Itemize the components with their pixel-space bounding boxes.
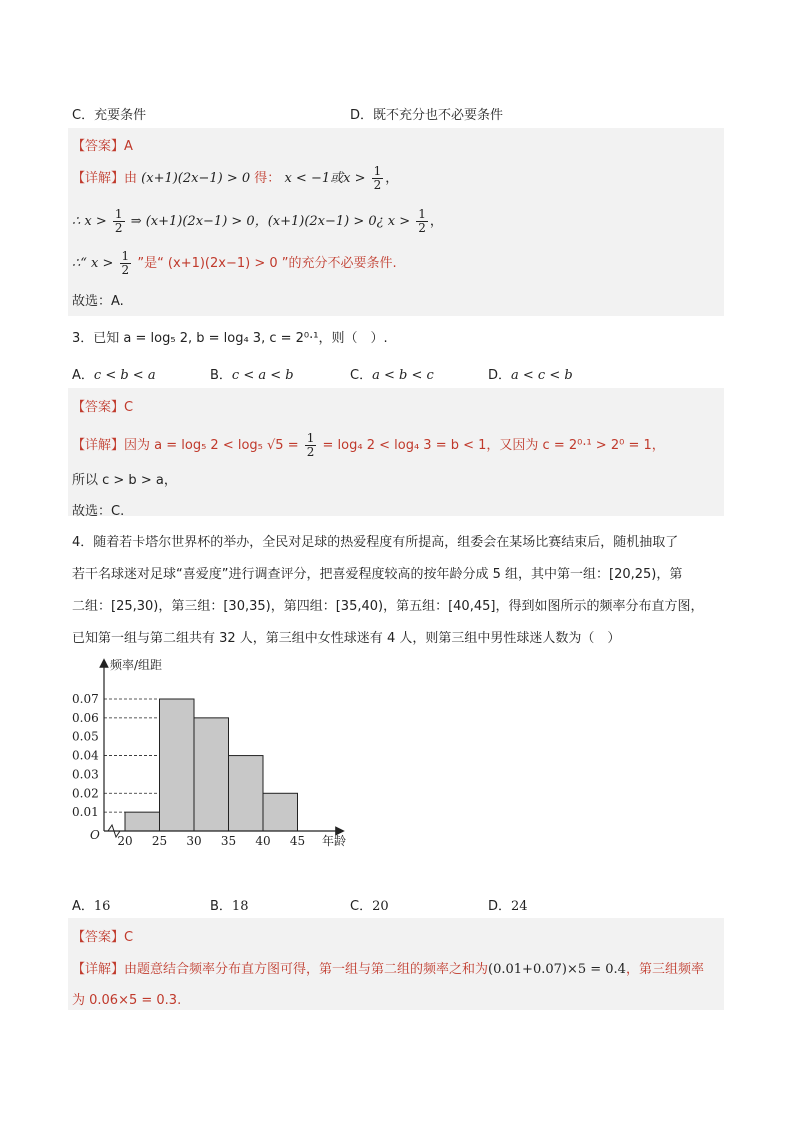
fraction bbox=[305, 432, 317, 459]
fraction-den: 2 bbox=[306, 445, 315, 459]
q3-detail-line2: 所以 c > b > a， bbox=[72, 473, 177, 488]
math-expr: (x+1)(2x−1) > 0 bbox=[141, 171, 251, 186]
x-axis-label: 年龄 bbox=[322, 834, 347, 848]
q4-stem-line2: 若干名球迷对足球“喜爱度”进行调查评分，把喜爱程度较高的按年龄分成 5 组，其中第一组：[20,25)，第 bbox=[72, 567, 683, 582]
q2-option-d: D．既不充分也不必要条件 bbox=[350, 108, 504, 123]
q4-stem-line3: 二组：[25,30)，第三组：[30,35)，第四组：[35,40)，第五组：[40,45]，得到如图所示的频率分布直方图， bbox=[72, 599, 704, 614]
fraction bbox=[113, 208, 125, 235]
fraction-num: 1 bbox=[114, 207, 123, 221]
detail-label: 【详解】 bbox=[72, 962, 125, 977]
q4-detail-line1 bbox=[72, 958, 704, 977]
math-expr: (0.01+0.07)×5 = 0.4 bbox=[488, 962, 626, 977]
option-label: C． bbox=[350, 368, 373, 383]
fraction-den: 2 bbox=[373, 178, 382, 192]
detail-text: ，第三组频率 bbox=[625, 962, 704, 977]
option-label: D． bbox=[488, 899, 512, 914]
detail-text: 得： bbox=[254, 171, 281, 186]
q4-stem-line1: 4．随着若卡塔尔世界杯的举办，全民对足球的热爱程度有所提高，组委会在某场比赛结束后，随机抽取了 bbox=[72, 535, 679, 550]
q2-answer bbox=[72, 135, 133, 154]
q4-option-b bbox=[210, 895, 248, 914]
answer-value: C bbox=[124, 400, 134, 415]
frequency-histogram bbox=[70, 655, 370, 850]
option-label: C． bbox=[350, 899, 373, 914]
option-label: B． bbox=[210, 368, 232, 383]
x-tick-label: 30 bbox=[186, 834, 202, 848]
fraction bbox=[120, 250, 132, 277]
detail-text: 因为 a = log₅ 2 < log₅ √5 = bbox=[124, 438, 299, 453]
option-label: A． bbox=[72, 368, 94, 383]
histogram-bar bbox=[194, 718, 229, 831]
q3-detail-line1 bbox=[72, 432, 665, 459]
answer-label: 【答案】 bbox=[72, 930, 125, 945]
option-value: a < c < b bbox=[511, 368, 573, 383]
q2-conclusion: 故选：A. bbox=[72, 294, 124, 309]
option-value: a < b < c bbox=[372, 368, 434, 383]
y-tick-label: 0.06 bbox=[72, 710, 99, 725]
y-tick-label: 0.02 bbox=[72, 786, 99, 801]
q4-option-a bbox=[72, 895, 110, 914]
math-expr: x < −1或x > bbox=[284, 171, 366, 186]
y-tick-label: 0.07 bbox=[72, 692, 99, 706]
fraction-den: 2 bbox=[418, 221, 426, 235]
option-value: 18 bbox=[231, 899, 249, 914]
option-value: c < b < a bbox=[93, 368, 156, 383]
fraction bbox=[416, 208, 428, 235]
q4-option-c bbox=[350, 895, 389, 914]
q2-detail-line3 bbox=[72, 250, 397, 277]
q4-answer bbox=[72, 926, 133, 945]
x-tick-label: 20 bbox=[117, 834, 133, 848]
detail-label: 【详解】 bbox=[72, 438, 125, 453]
detail-text: 由题意结合频率分布直方图可得，第一组与第二组的频率之和为 bbox=[124, 962, 489, 977]
y-tick-labels bbox=[72, 692, 99, 819]
x-tick-labels bbox=[117, 834, 305, 848]
q3-option-c bbox=[350, 364, 434, 383]
punct: ， bbox=[429, 214, 443, 229]
q4-stem-line4: 已知第一组与第二组共有 32 人，第三组中女性球迷有 4 人，则第三组中男性球迷人数为（ ） bbox=[72, 631, 621, 646]
y-tick-label: 0.04 bbox=[72, 748, 99, 763]
histogram-bar bbox=[229, 756, 264, 831]
histogram-bar bbox=[160, 699, 195, 831]
x-tick-label: 45 bbox=[289, 834, 306, 848]
y-tick-label: 0.03 bbox=[72, 767, 99, 782]
option-label: B． bbox=[210, 899, 232, 914]
answer-label: 【答案】 bbox=[72, 400, 125, 415]
answer-value: C bbox=[124, 930, 134, 945]
math-expr: ∴ x > bbox=[72, 214, 107, 229]
q2-option-c: C．充要条件 bbox=[72, 108, 147, 123]
y-tick-label: 0.05 bbox=[72, 729, 99, 744]
y-tick-label: 0.01 bbox=[72, 805, 99, 820]
detail-text: = log₄ 2 < log₄ 3 = b < 1，又因为 c = 2⁰·¹ > 2⁰ = 1， bbox=[322, 438, 665, 453]
fraction-num: 1 bbox=[306, 431, 315, 445]
q2-detail-line2 bbox=[72, 208, 443, 235]
option-value: c < a < b bbox=[231, 368, 294, 383]
math-expr: ⇒ (x+1)(2x−1) > 0，(x+1)(2x−1) > 0¿ x > bbox=[130, 214, 411, 229]
answer-value: A bbox=[124, 139, 133, 154]
option-value: 20 bbox=[372, 899, 389, 914]
x-tick-label: 35 bbox=[220, 834, 237, 848]
option-value: 24 bbox=[511, 899, 528, 914]
option-label: D． bbox=[488, 368, 512, 383]
fraction-den: 2 bbox=[121, 263, 130, 277]
q3-conclusion: 故选：C. bbox=[72, 504, 125, 519]
fraction-num: 1 bbox=[418, 207, 426, 221]
q4-detail-line2: 为 0.06×5 = 0.3. bbox=[72, 993, 182, 1008]
fraction-den: 2 bbox=[114, 221, 123, 235]
histogram-bar bbox=[263, 793, 298, 831]
fraction-num: 1 bbox=[121, 249, 130, 263]
fraction-num: 1 bbox=[373, 164, 382, 178]
option-value: 16 bbox=[93, 899, 111, 914]
q3-option-a bbox=[72, 364, 156, 383]
q3-answer bbox=[72, 396, 133, 415]
x-tick-label: 40 bbox=[255, 834, 271, 848]
y-axis-label: 频率/组距 bbox=[110, 658, 163, 672]
detail-text: 由 bbox=[124, 171, 138, 186]
fraction bbox=[372, 165, 384, 192]
math-expr: ∴“ x > bbox=[72, 256, 114, 271]
x-tick-label: 25 bbox=[151, 834, 168, 848]
origin-label: O bbox=[90, 828, 100, 842]
detail-label: 【详解】 bbox=[72, 171, 125, 186]
detail-text: ”是“ (x+1)(2x−1) > 0 ”的充分不必要条件. bbox=[137, 256, 397, 271]
q4-option-d bbox=[488, 895, 528, 914]
q2-detail-line1: 【详解】由 (x+1)(2x−1) > 0 得： x < −1或x > $\frac{1}{2}$ ， bbox=[72, 164, 399, 192]
histogram-bars bbox=[125, 699, 298, 831]
q3-option-d bbox=[488, 364, 573, 383]
answer-label: 【答案】 bbox=[72, 139, 125, 154]
q3-option-b bbox=[210, 364, 294, 383]
option-label: A． bbox=[72, 899, 94, 914]
histogram-bar bbox=[125, 812, 160, 831]
q3-stem: 3．已知 a = log₅ 2, b = log₄ 3, c = 2⁰·¹，则（ ）. bbox=[72, 331, 388, 346]
